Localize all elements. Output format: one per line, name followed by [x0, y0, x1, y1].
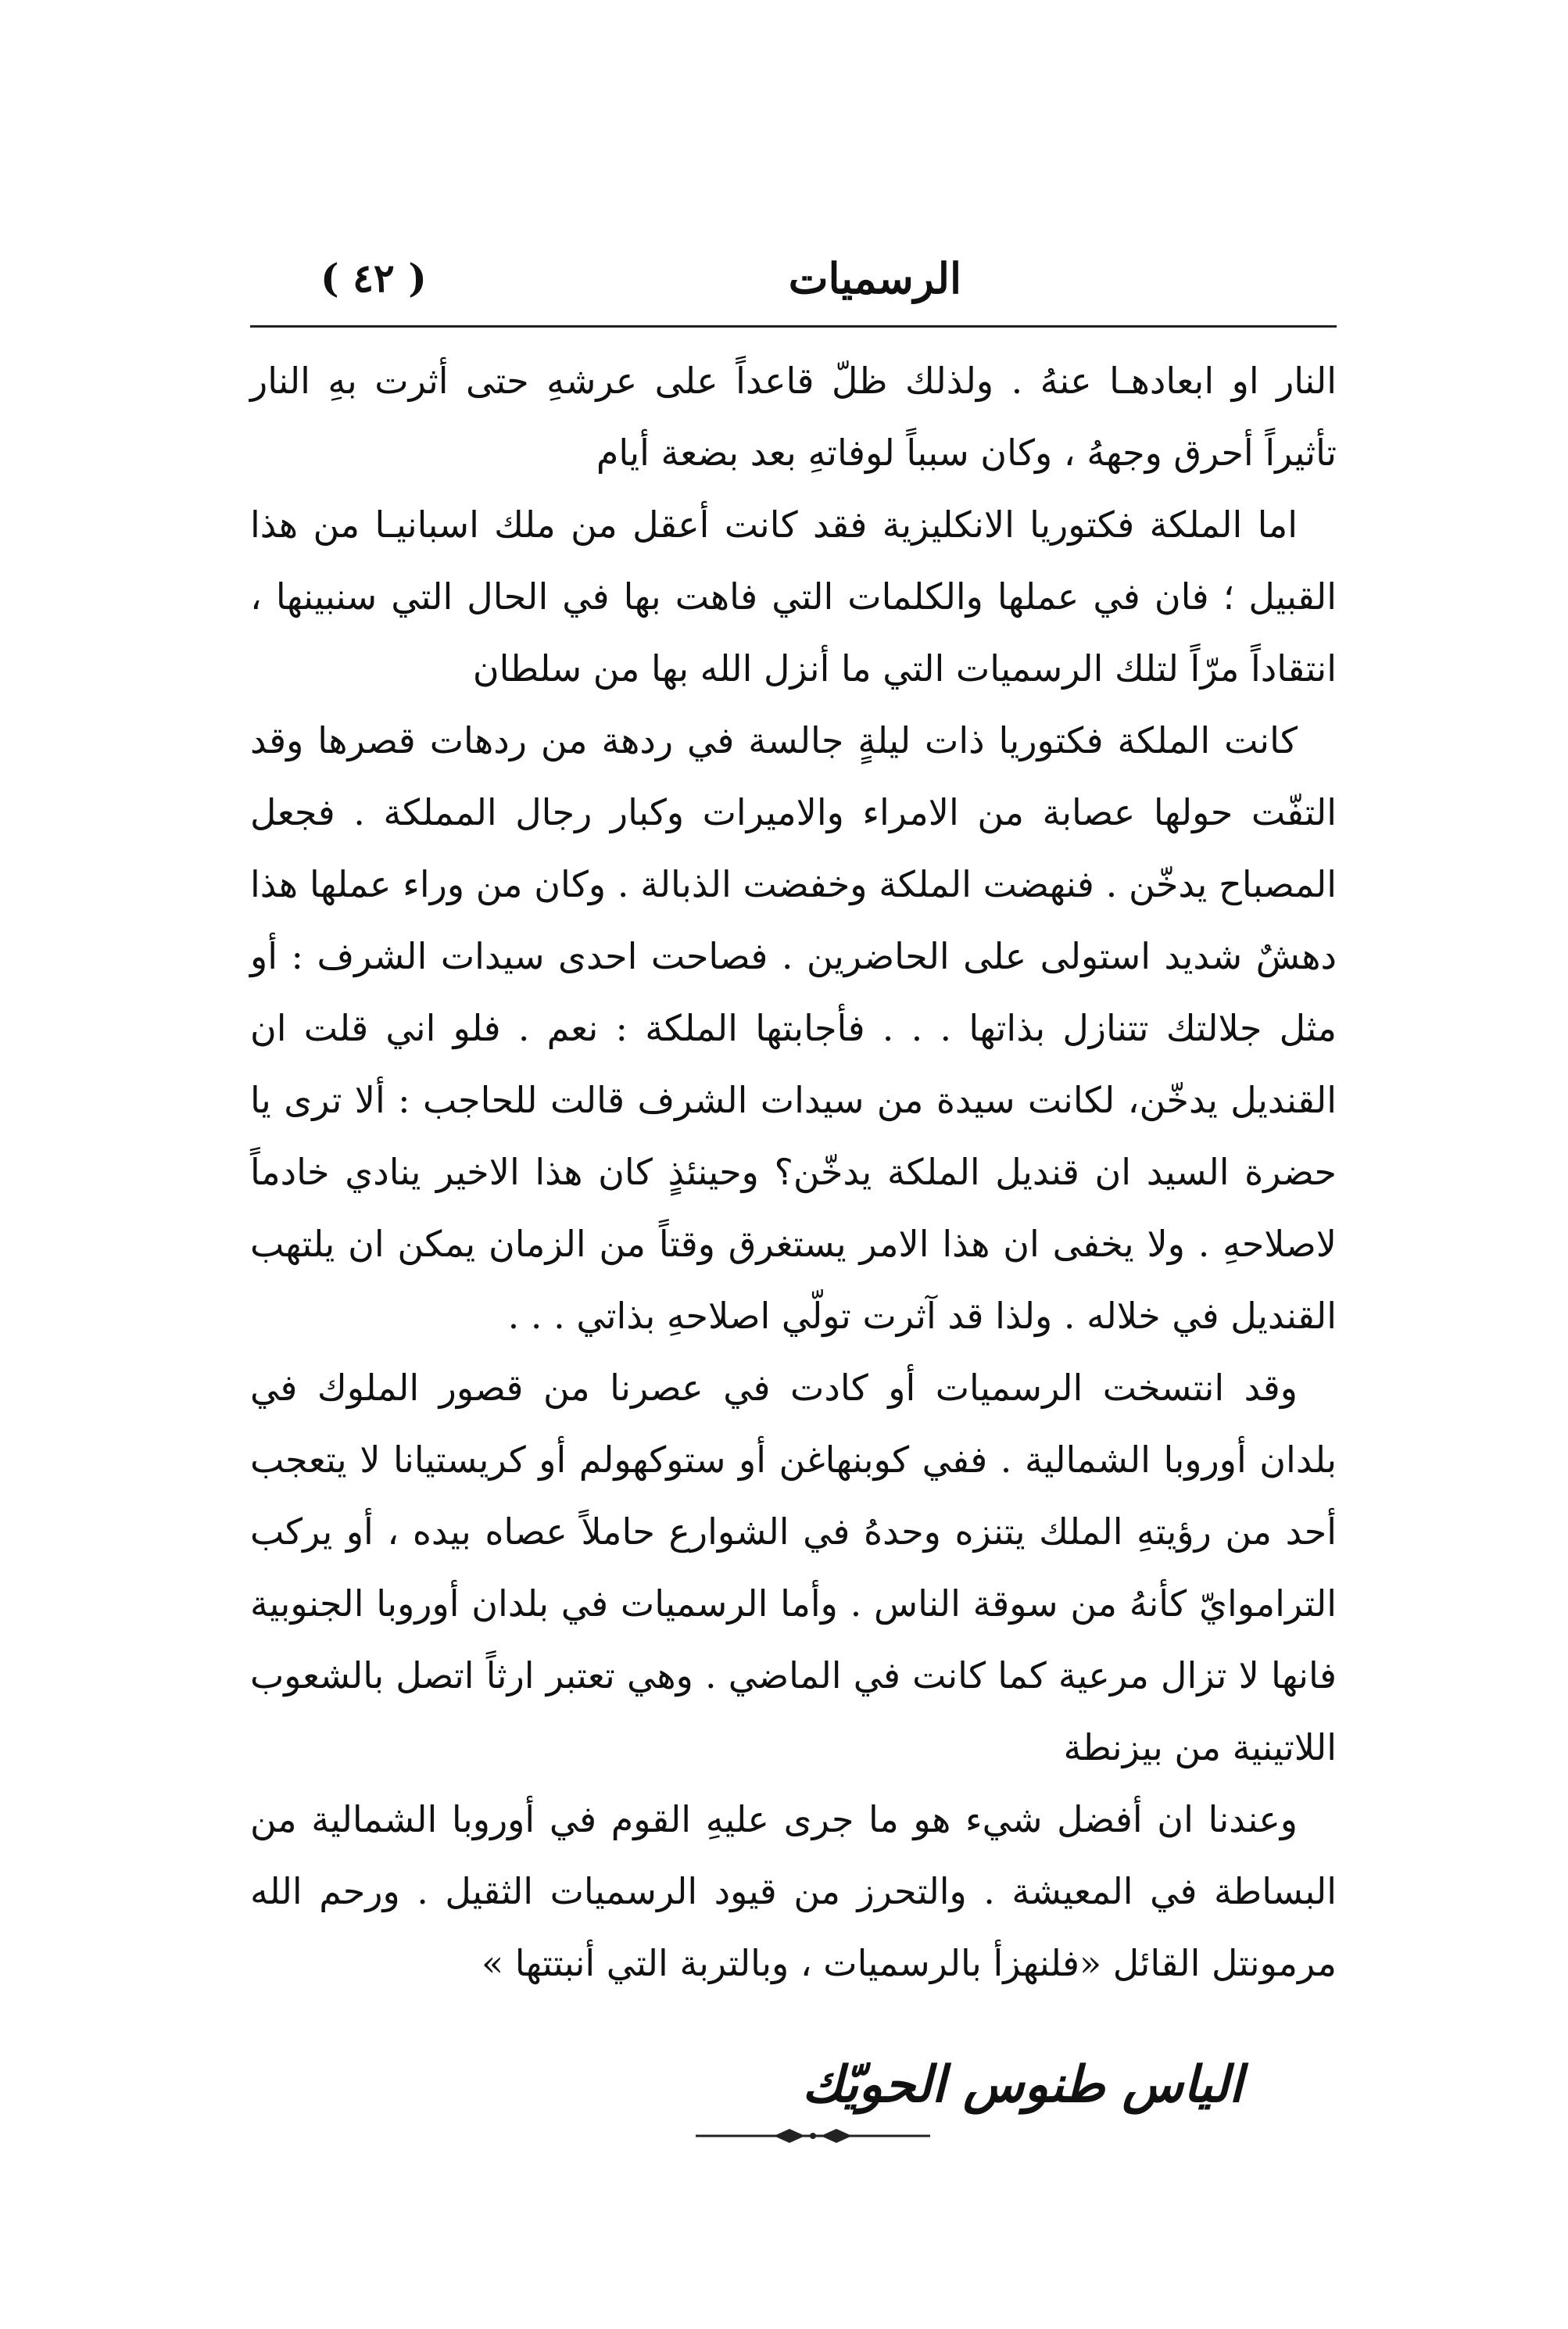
paragraph-queen-victoria-intro: اما الملكة فكتوريا الانكليزية فقد كانت أعقل من ملك اسبانيـا من هذا القبيل ؛ فان في عملها والكلمات التي فاهت بها في الحال التي سنبينها ، انتقاداً مرّاً لتلك الرسميات التي ما أنزل الله بها من سلطان — [250, 503, 1337, 690]
header-rule — [250, 325, 1337, 328]
paragraph-northern-europe: وقد انتسخت الرسميات أو كادت في عصرنا من قصور الملوك في بلدان أوروبا الشمالية . ففي كوبنهاغن أو ستوكهولم أو كريستيانا لا يتعجب أحد من رؤيتهِ الملك يتنزه وحدهُ في الشوارع حاملاً عصاه بيده ، أو يركب التراموايّ كأنهُ من سوقة الناس . وأما الرسميات في بلدان أوروبا الجنوبية فانها لا تزال مرعية كما كانت في الماضي . وهي تعتبر ارثاً اتصل بالشعوب اللاتينية من بيزنطة — [250, 1367, 1337, 1768]
running-title: الرسميات — [788, 253, 961, 303]
paragraph-lamp-anecdote: كانت الملكة فكتوريا ذات ليلةٍ جالسة في ردهة من ردهات قصرها وقد التفّت حولها عصابة من الامراء والاميرات وكبار رجال المملكة . فجعل المصباح يدخّن . فنهضت الملكة وخفضت الذبالة . وكان من وراء عملها هذا دهشٌ شديد استولى على الحاضرين . فصاحت احدى سيدات الشرف : أو مثل جلالتك تتنازل بذاتها . . . فأجابتها الملكة : نعم . فلو اني قلت ان القنديل يدخّن، لكانت سيدة من سيدات الشرف قالت للحاجب : ألا ترى يا حضرة السيد ان قنديل الملكة يدخّن؟ وحينئذٍ كان هذا الاخير ينادي خادماً لاصلاحهِ . ولا يخفى ان هذا الامر يستغرق وقتاً من الزمان يمكن ان يلتهب القنديل في خلاله . ولذا قد آثرت تولّي اصلاحهِ بذاتي . . . — [250, 719, 1337, 1337]
paragraph-conclusion: وعندنا ان أفضل شيء هو ما جرى عليهِ القوم في أوروبا الشمالية من البساطة في المعيشة . والتحرز من قيود الرسميات الثقيل . ورحم الله مرمونتل القائل «فلنهزأ بالرسميات ، وبالتربة التي أنبتتها » — [250, 1798, 1337, 1984]
document-page — [250, 235, 1337, 2124]
author-signature: الياس طنوس الحويّك — [802, 2055, 1243, 2114]
page-header — [250, 235, 1337, 321]
paragraph-continuation: النار او ابعادهـا عنهُ . ولذلك ظلّ قاعداً على عرشهِ حتى أثرت بهِ النار تأثيراً أحرق وجههُ ، وكان سبباً لوفاتهِ بعد بضعة أيام — [250, 360, 1337, 474]
page-number: ( ٤٢ ) — [320, 255, 427, 301]
body-text — [250, 345, 1337, 1999]
ornament-divider — [688, 2124, 938, 2148]
